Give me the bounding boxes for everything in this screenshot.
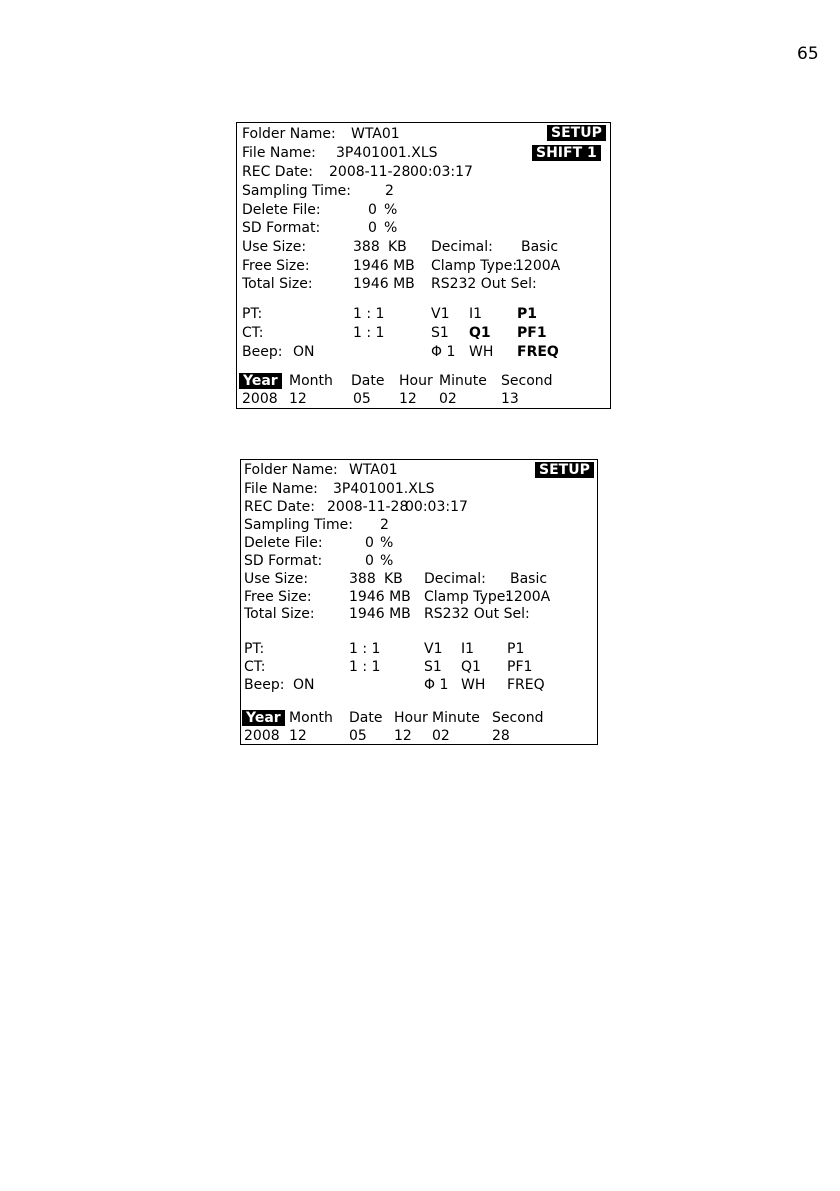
year-header: Year <box>239 373 282 389</box>
date-value: 05 <box>349 728 367 744</box>
pt-value: 1 : 1 <box>353 306 385 322</box>
clamp-label: Clamp Type: <box>424 589 511 605</box>
file-label: File Name: <box>242 145 316 161</box>
ct-label: CT: <box>244 659 266 675</box>
file-value: 3P401001.XLS <box>333 481 435 497</box>
free-value: 1946 MB <box>349 589 411 605</box>
use-label: Use Size: <box>242 239 307 255</box>
second-value: 13 <box>501 391 519 407</box>
beep-label: Beep: <box>242 344 283 360</box>
sel-pf1: PF1 <box>517 325 547 341</box>
month-value: 12 <box>289 391 307 407</box>
use-value: 388 <box>349 571 376 587</box>
sd-value: 0 <box>365 553 374 569</box>
sel-q1: Q1 <box>469 325 491 341</box>
sd-value: 0 <box>368 220 377 236</box>
delete-label: Delete File: <box>244 535 323 551</box>
sel-wh: WH <box>461 677 486 693</box>
sel-freq: FREQ <box>507 677 545 693</box>
setup-screen <box>240 459 598 745</box>
sel-pf1: PF1 <box>507 659 533 675</box>
rec-date: 2008-11-28 <box>327 499 409 515</box>
use-unit: KB <box>388 239 407 255</box>
sd-label: SD Format: <box>244 553 323 569</box>
sel-freq: FREQ <box>517 344 559 360</box>
sel-p1: P1 <box>507 641 525 657</box>
hour-header: Hour <box>394 710 428 726</box>
sel-q1: Q1 <box>461 659 481 675</box>
sel-i1: I1 <box>469 306 483 322</box>
second-header: Second <box>501 373 553 389</box>
minute-header: Minute <box>439 373 487 389</box>
total-value: 1946 MB <box>353 276 415 292</box>
hour-value: 12 <box>399 391 417 407</box>
delete-label: Delete File: <box>242 202 321 218</box>
date-header: Date <box>349 710 383 726</box>
year-header: Year <box>242 710 285 726</box>
hour-header: Hour <box>399 373 433 389</box>
sampling-label: Sampling Time: <box>244 517 353 533</box>
minute-header: Minute <box>432 710 480 726</box>
rs232-label: RS232 Out Sel: <box>431 276 537 292</box>
date-value: 05 <box>353 391 371 407</box>
sel-phi1: Φ 1 <box>431 344 456 360</box>
second-value: 28 <box>492 728 510 744</box>
ct-label: CT: <box>242 325 264 341</box>
delete-value: 0 <box>368 202 377 218</box>
use-value: 388 <box>353 239 380 255</box>
hour-value: 12 <box>394 728 412 744</box>
ct-value: 1 : 1 <box>353 325 385 341</box>
folder-label: Folder Name: <box>242 126 336 142</box>
rec-time: 00:03:17 <box>410 164 473 180</box>
pt-label: PT: <box>244 641 265 657</box>
free-label: Free Size: <box>244 589 312 605</box>
rec-label: REC Date: <box>242 164 313 180</box>
minute-value: 02 <box>439 391 457 407</box>
delete-unit: % <box>384 202 398 218</box>
setup-badge: SETUP <box>535 462 594 478</box>
decimal-value: Basic <box>521 239 559 255</box>
sel-s1: S1 <box>431 325 449 341</box>
sel-wh: WH <box>469 344 494 360</box>
date-header: Date <box>351 373 385 389</box>
sel-v1: V1 <box>431 306 450 322</box>
total-value: 1946 MB <box>349 606 411 622</box>
sd-label: SD Format: <box>242 220 321 236</box>
free-value: 1946 MB <box>353 258 415 274</box>
file-value: 3P401001.XLS <box>336 145 438 161</box>
delete-unit: % <box>380 535 394 551</box>
sel-p1: P1 <box>517 306 538 322</box>
year-value: 2008 <box>242 391 278 407</box>
total-label: Total Size: <box>242 276 313 292</box>
use-unit: KB <box>384 571 403 587</box>
sel-s1: S1 <box>424 659 442 675</box>
delete-value: 0 <box>365 535 374 551</box>
folder-value: WTA01 <box>349 462 398 478</box>
rs232-label: RS232 Out Sel: <box>424 606 530 622</box>
beep-value: ON <box>293 677 315 693</box>
rec-date: 2008-11-28 <box>329 164 411 180</box>
sel-i1: I1 <box>461 641 475 657</box>
clamp-label: Clamp Type: <box>431 258 518 274</box>
file-label: File Name: <box>244 481 318 497</box>
sel-phi1: Φ 1 <box>424 677 449 693</box>
sampling-value: 2 <box>385 183 394 199</box>
pt-label: PT: <box>242 306 263 322</box>
month-header: Month <box>289 373 333 389</box>
setup-badge: SETUP <box>547 125 606 141</box>
sd-unit: % <box>380 553 394 569</box>
decimal-value: Basic <box>510 571 548 587</box>
decimal-label: Decimal: <box>431 239 493 255</box>
clamp-value: 1200A <box>515 258 561 274</box>
year-value: 2008 <box>244 728 280 744</box>
month-header: Month <box>289 710 333 726</box>
sel-v1: V1 <box>424 641 443 657</box>
minute-value: 02 <box>432 728 450 744</box>
setup-screen-shift <box>236 122 611 409</box>
folder-label: Folder Name: <box>244 462 338 478</box>
clamp-value: 1200A <box>505 589 551 605</box>
sampling-value: 2 <box>380 517 389 533</box>
decimal-label: Decimal: <box>424 571 486 587</box>
free-label: Free Size: <box>242 258 310 274</box>
sampling-label: Sampling Time: <box>242 183 351 199</box>
total-label: Total Size: <box>244 606 315 622</box>
folder-value: WTA01 <box>351 126 400 142</box>
shift-badge: SHIFT 1 <box>532 145 601 161</box>
page-number: 65 <box>797 44 819 64</box>
sd-unit: % <box>384 220 398 236</box>
second-header: Second <box>492 710 544 726</box>
month-value: 12 <box>289 728 307 744</box>
beep-label: Beep: <box>244 677 285 693</box>
rec-label: REC Date: <box>244 499 315 515</box>
pt-value: 1 : 1 <box>349 641 381 657</box>
ct-value: 1 : 1 <box>349 659 381 675</box>
beep-value: ON <box>293 344 315 360</box>
rec-time: 00:03:17 <box>405 499 468 515</box>
use-label: Use Size: <box>244 571 309 587</box>
